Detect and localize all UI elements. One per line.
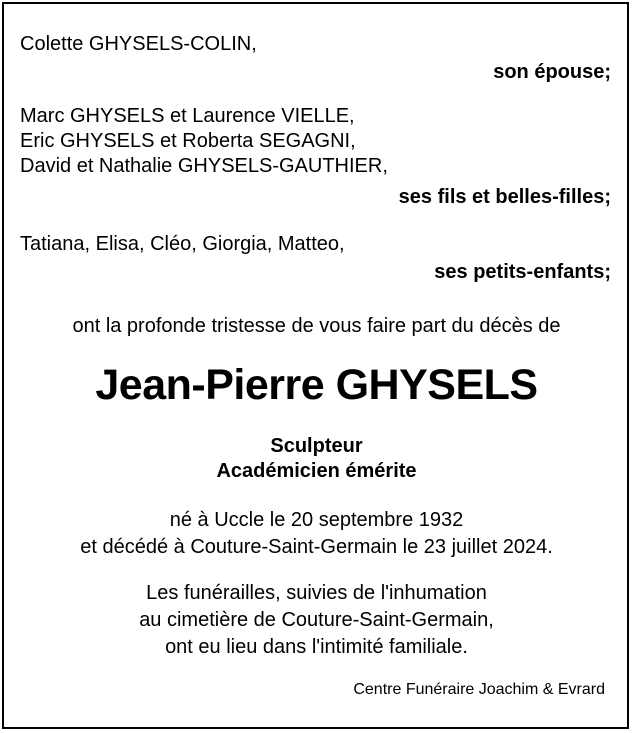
death-line: et décédé à Couture-Saint-Germain le 23 juillet 2024. — [80, 536, 553, 558]
funeral-line: ont eu lieu dans l'intimité familiale. — [165, 636, 468, 658]
announcement-text: ont la profonde tristesse de vous faire part du décès de — [72, 315, 561, 337]
child-line: Eric GHYSELS et Roberta SEGAGNI, — [20, 130, 356, 152]
children-relation: ses fils et belles-filles; — [398, 186, 611, 208]
deceased-title: Académicien émérite — [216, 460, 417, 482]
funeral-home: Centre Funéraire Joachim & Evrard — [353, 681, 605, 698]
deceased-title: Sculpteur — [270, 435, 363, 457]
deceased-name: Jean-Pierre GHYSELS — [95, 361, 538, 409]
funeral-line: Les funérailles, suivies de l'inhumation — [146, 582, 487, 604]
spouse-name: Colette GHYSELS-COLIN, — [20, 33, 257, 55]
funeral-line: au cimetière de Couture-Saint-Germain, — [139, 609, 494, 631]
child-line: Marc GHYSELS et Laurence VIELLE, — [20, 105, 355, 127]
grandchildren-names: Tatiana, Elisa, Cléo, Giorgia, Matteo, — [20, 233, 345, 255]
birth-line: né à Uccle le 20 septembre 1932 — [169, 509, 464, 531]
child-line: David et Nathalie GHYSELS-GAUTHIER, — [20, 155, 388, 177]
spouse-relation: son épouse; — [493, 61, 611, 83]
grandchildren-relation: ses petits-enfants; — [434, 261, 611, 283]
